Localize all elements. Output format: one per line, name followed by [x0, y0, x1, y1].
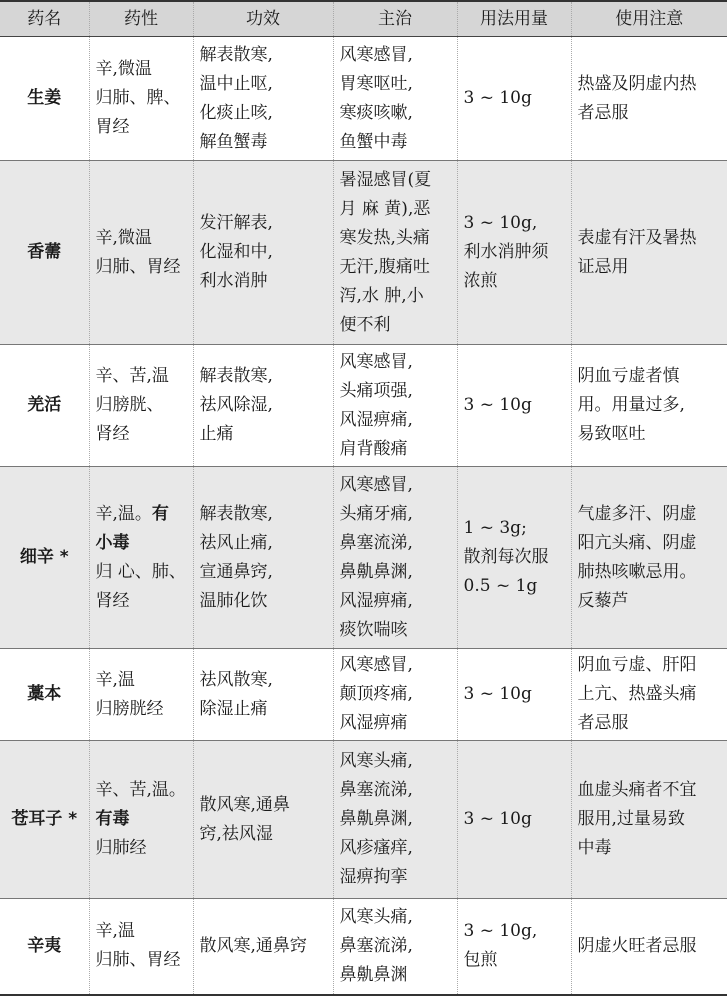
herb-caution — [571, 161, 727, 345]
nature-line — [96, 500, 187, 529]
indication-line: 风湿痹痛 — [339, 713, 408, 733]
herb-dosage — [457, 345, 571, 467]
toxicity-label: 小毒 — [95, 532, 130, 553]
effect-line: 祛风止痛, — [199, 532, 273, 553]
herb-indication — [333, 649, 457, 741]
caution-line: 表虚有汗及暑热 — [577, 227, 697, 248]
herb-caution — [571, 899, 727, 995]
indication-line: 寒痰咳嗽, — [339, 102, 413, 123]
herb-dosage — [457, 899, 571, 995]
herb-nature — [89, 741, 193, 899]
herb-nature — [89, 37, 193, 161]
caution-line: 阴血亏虚者慎 — [577, 366, 680, 386]
dosage-line: 浓煎 — [463, 271, 498, 291]
effect-line: 散风寒,通鼻 — [199, 794, 290, 815]
table-row — [0, 741, 727, 899]
table-row — [0, 467, 727, 649]
herb-name: 香薷 — [0, 161, 89, 345]
caution-line: 者忌服 — [577, 102, 629, 123]
table-row — [0, 649, 727, 741]
indication-line: 泻,水 肿,小 — [339, 285, 424, 306]
effect-line: 散风寒,通鼻窍 — [199, 935, 307, 956]
indication-line: 无汗,腹痛吐 — [339, 256, 430, 277]
dosage-line: 包煎 — [463, 950, 498, 971]
caution-line: 热盛及阴虚内热 — [577, 73, 697, 94]
effect-line: 化湿和中, — [199, 242, 273, 262]
dosage-line: 1 ~ 3g; — [463, 518, 527, 538]
nature-line: 归肺、胃经 — [95, 256, 181, 277]
herb-indication — [333, 37, 457, 161]
herb-nature — [89, 649, 193, 741]
herb-caution — [571, 741, 727, 899]
indication-line: 鼻塞流涕, — [339, 780, 413, 800]
caution-line: 阳亢头痛、阴虚 — [577, 532, 697, 553]
indication-line: 痰饮喘咳 — [339, 619, 408, 640]
indication-line: 风寒感冒, — [339, 44, 413, 65]
caution-line: 服用,过量易致 — [577, 809, 685, 829]
nature-line: 辛,微温 — [95, 59, 152, 79]
herb-effect — [193, 467, 333, 649]
nature-line: 归膀胱经 — [95, 698, 164, 719]
indication-line: 鱼蟹中毒 — [339, 131, 408, 152]
header-nature: 药性 — [89, 1, 193, 37]
herb-nature — [89, 161, 193, 345]
indication-line: 鼻塞流涕, — [339, 532, 413, 553]
effect-line: 解表散寒, — [199, 503, 273, 524]
header-dosage: 用法用量 — [457, 1, 571, 37]
indication-line: 风疹瘙痒, — [339, 838, 413, 858]
indication-line: 风寒感冒, — [339, 474, 413, 495]
caution-line: 气虚多汗、阴虚 — [577, 503, 697, 524]
herb-effect — [193, 161, 333, 345]
indication-line: 头痛牙痛, — [339, 503, 413, 524]
indication-line: 风湿痹痛, — [339, 409, 413, 430]
dosage-line: 利水消肿须 — [463, 242, 549, 262]
caution-line: 用。用量过多, — [577, 395, 685, 415]
indication-line: 湿痹拘挛 — [339, 867, 408, 887]
herb-name: 苍耳子 * — [0, 741, 89, 899]
herb-effect — [193, 899, 333, 995]
dosage-line: 3 ~ 10g — [463, 684, 532, 704]
indication-line: 风寒感冒, — [339, 351, 413, 372]
herb-indication — [333, 899, 457, 995]
herb-name: 细辛 * — [0, 467, 89, 649]
table-row — [0, 37, 727, 161]
nature-line: 辛,微温 — [95, 227, 152, 248]
nature-line: 胃经 — [95, 117, 130, 137]
herb-nature — [89, 467, 193, 649]
effect-line: 化痰止咳, — [199, 102, 273, 123]
header-name: 药名 — [0, 1, 89, 37]
effect-line: 发汗解表, — [199, 213, 273, 233]
indication-line: 风寒感冒, — [339, 655, 413, 675]
herb-name: 藁本 — [0, 649, 89, 741]
indication-line: 便不利 — [339, 314, 391, 335]
herb-effect — [193, 649, 333, 741]
effect-line: 宣通鼻窍, — [199, 561, 273, 582]
effect-line: 温肺化饮 — [199, 590, 268, 611]
herb-effect — [193, 741, 333, 899]
nature-line: 归肺、脾、 — [95, 88, 181, 108]
herb-caution — [571, 649, 727, 741]
caution-line: 者忌服 — [577, 713, 629, 733]
herb-indication — [333, 161, 457, 345]
indication-line: 鼻塞流涕, — [339, 935, 413, 956]
header-caution: 使用注意 — [571, 1, 727, 37]
herb-indication — [333, 741, 457, 899]
herb-nature — [89, 899, 193, 995]
nature-line: 归 心、肺、 — [95, 561, 186, 582]
header-effect: 功效 — [193, 1, 333, 37]
caution-line: 血虚头痛者不宜 — [577, 780, 697, 800]
effect-line: 祛风散寒, — [199, 669, 273, 690]
indication-line: 胃寒呕吐, — [339, 73, 413, 94]
nature-line: 辛、苦,温。 — [95, 780, 186, 800]
effect-line: 祛风除湿, — [199, 395, 273, 415]
header-row — [0, 1, 727, 37]
herb-effect — [193, 37, 333, 161]
indication-line: 月 麻 黄),恶 — [339, 198, 431, 219]
herb-caution — [571, 467, 727, 649]
effect-line: 利水消肿 — [199, 271, 268, 291]
indication-line: 鼻鼽鼻渊, — [339, 561, 413, 582]
table-row — [0, 345, 727, 467]
indication-line: 风湿痹痛, — [339, 590, 413, 611]
indication-line: 寒发热,头痛 — [339, 227, 430, 248]
indication-line: 风寒头痛, — [339, 751, 413, 771]
effect-line: 解表散寒, — [199, 366, 273, 386]
nature-line: 归肺、胃经 — [95, 950, 181, 971]
herb-dosage — [457, 741, 571, 899]
indication-line: 颠顶疼痛, — [339, 684, 413, 704]
nature-line: 肾经 — [95, 424, 130, 444]
nature-line: 辛,温 — [95, 669, 135, 690]
herb-name: 辛夷 — [0, 899, 89, 995]
header-indication: 主治 — [333, 1, 457, 37]
dosage-line: 3 ~ 10g, — [463, 213, 538, 233]
effect-line: 止痛 — [199, 424, 234, 444]
nature-line: 肾经 — [95, 590, 130, 611]
herb-name: 生姜 — [0, 37, 89, 161]
indication-line: 头痛项强, — [339, 380, 413, 401]
table-row — [0, 161, 727, 345]
herb-caution — [571, 345, 727, 467]
indication-line: 鼻鼽鼻渊, — [339, 809, 413, 829]
caution-line: 证忌用 — [577, 256, 629, 277]
dosage-line: 散剂每次服 — [463, 547, 549, 567]
dosage-line: 3 ~ 10g — [463, 395, 532, 415]
indication-line: 风寒头痛, — [339, 906, 413, 927]
indication-line: 鼻鼽鼻渊 — [339, 964, 408, 985]
nature-line: 辛、苦,温 — [95, 366, 169, 386]
toxicity-label: 有 — [151, 503, 169, 524]
nature-line: 归膀胱、 — [95, 395, 164, 415]
dosage-line: 0.5 ~ 1g — [463, 576, 538, 596]
herb-indication — [333, 467, 457, 649]
effect-line: 解表散寒, — [199, 44, 273, 65]
herb-effect — [193, 345, 333, 467]
herb-indication — [333, 345, 457, 467]
effect-line: 除湿止痛 — [199, 698, 268, 719]
table-row — [0, 899, 727, 995]
toxicity-label: 有毒 — [95, 809, 130, 829]
herb-dosage — [457, 161, 571, 345]
herb-name: 羌活 — [0, 345, 89, 467]
dosage-line: 3 ~ 10g — [463, 88, 532, 108]
indication-line: 暑湿感冒(夏 — [339, 169, 432, 190]
caution-line: 阴血亏虚、肝阳 — [577, 655, 697, 675]
herb-dosage — [457, 467, 571, 649]
caution-line: 肺热咳嗽忌用。 — [577, 561, 697, 582]
caution-line: 上亢、热盛头痛 — [577, 684, 697, 704]
effect-line: 温中止呕, — [199, 73, 273, 94]
nature-line: 辛,温 — [95, 921, 135, 942]
herb-caution — [571, 37, 727, 161]
dosage-line: 3 ~ 10g, — [463, 921, 538, 942]
nature-text: 辛,温。 — [95, 503, 152, 524]
indication-line: 肩背酸痛 — [339, 438, 408, 459]
herb-nature — [89, 345, 193, 467]
effect-line: 解鱼蟹毒 — [199, 131, 268, 152]
caution-line: 易致呕吐 — [577, 424, 646, 444]
caution-line: 中毒 — [577, 838, 612, 858]
nature-line: 归肺经 — [95, 838, 147, 858]
dosage-line: 3 ~ 10g — [463, 809, 532, 829]
herb-dosage — [457, 37, 571, 161]
caution-line: 反藜芦 — [577, 590, 629, 611]
effect-line: 窍,祛风湿 — [199, 823, 273, 844]
herb-dosage — [457, 649, 571, 741]
caution-line: 阴虚火旺者忌服 — [577, 935, 697, 956]
